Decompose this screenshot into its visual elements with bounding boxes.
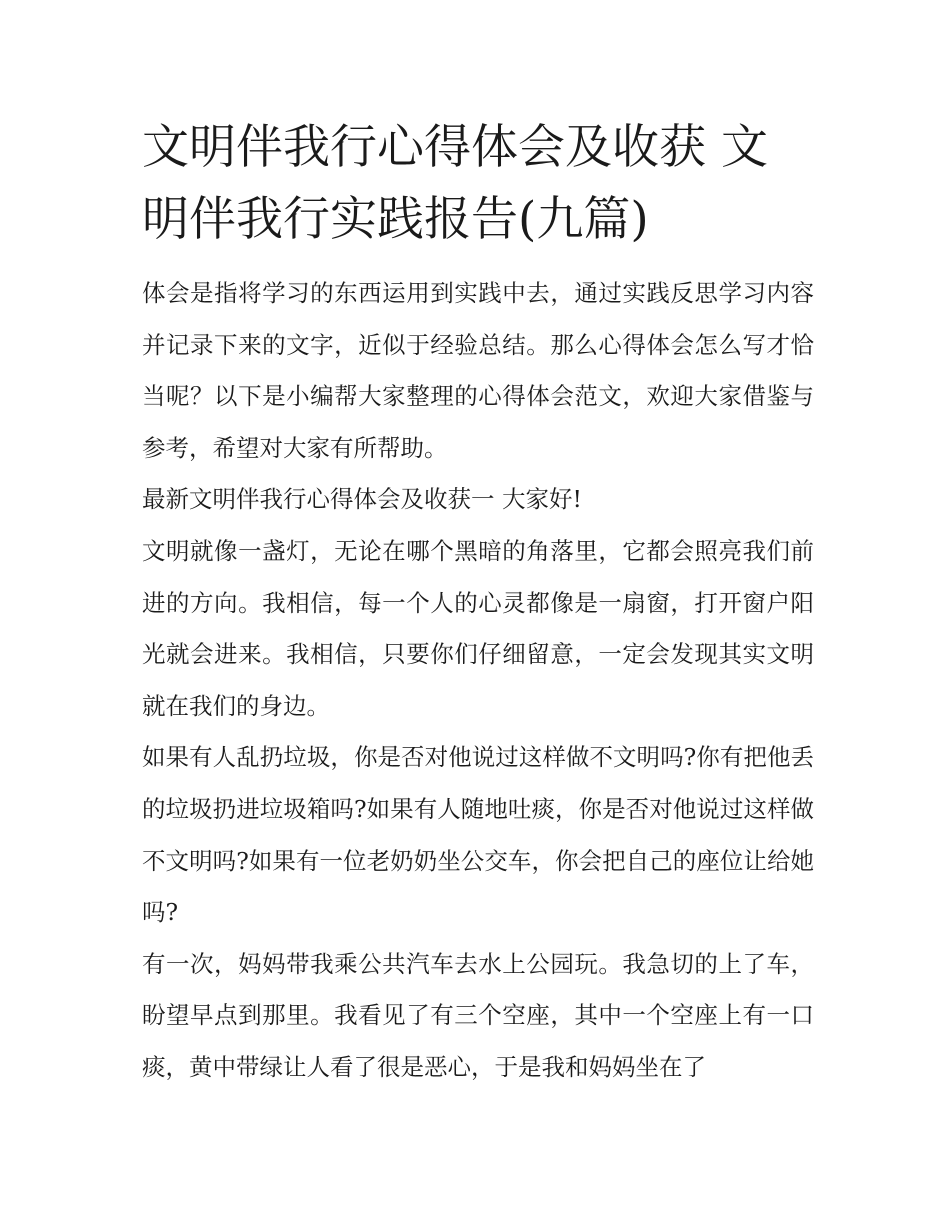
paragraph-body-2: 如果有人乱扔垃圾，你是否对他说过这样做不文明吗?你有把他丢的垃圾扔进垃圾箱吗?如果有人随地吐痰，你是否对他说过这样做不文明吗?如果有一位老奶奶坐公交车，你会把自己的座位让给她吗? — [142, 743, 814, 927]
document-content — [142, 112, 814, 1094]
document-title: 文明伴我行心得体会及收获 文明伴我行实践报告(九篇) — [142, 120, 768, 247]
paragraph-section-heading: 最新文明伴我行心得体会及收获一 大家好! — [142, 485, 582, 514]
paragraph-body-1: 文明就像一盏灯，无论在哪个黑暗的角落里，它都会照亮我们前进的方向。我相信，每一个人的心灵都像是一扇窗，打开窗户阳光就会进来。我相信，只要你们仔细留意，一定会发现其实文明就在我们的身边。 — [142, 536, 814, 720]
paragraph-body-3: 有一次，妈妈带我乘公共汽车去水上公园玩。我急切的上了车，盼望早点到那里。我看见了有三个空座，其中一个空座上有一口痰，黄中带绿让人看了很是恶心，于是我和妈妈坐在了 — [142, 949, 814, 1081]
paragraph-intro: 体会是指将学习的东西运用到实践中去，通过实践反思学习内容并记录下来的文字，近似于经验总结。那么心得体会怎么写才恰当呢？以下是小编帮大家整理的心得体会范文，欢迎大家借鉴与参考，希望对大家有所帮助。 — [142, 279, 814, 462]
